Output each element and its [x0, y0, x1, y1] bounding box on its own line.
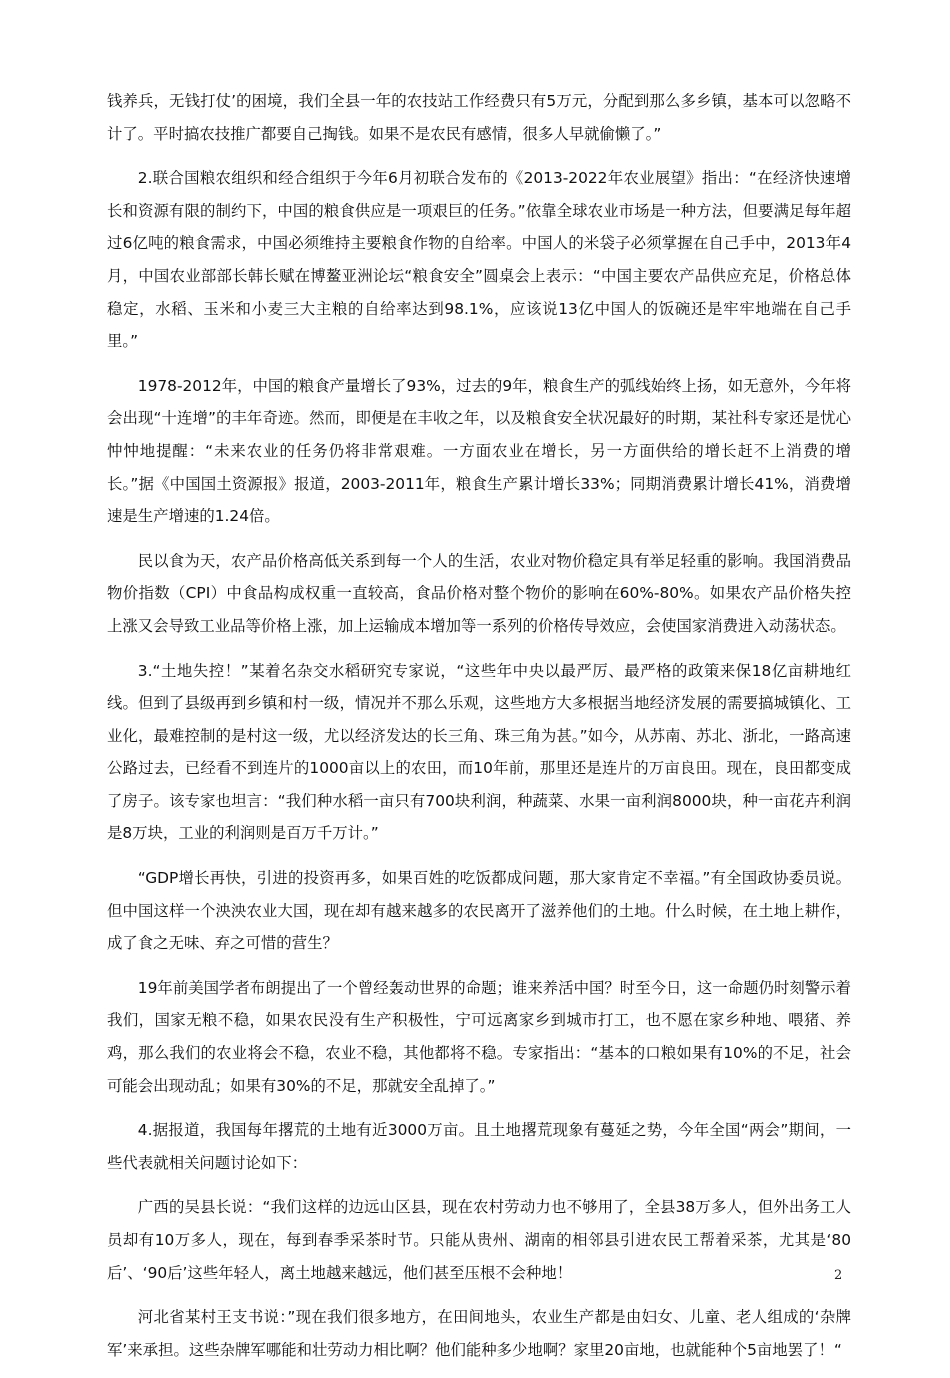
- paragraph-continuation: 钱养兵，无钱打仗’的困境，我们全县一年的农技站工作经费只有5万元，分配到那么多乡镇，基本可以忽略不计了。平时搞农技推广都要自己掏钱。如果不是农民有感情，很多人早就偷懒了。”: [107, 92, 851, 143]
- paragraph-grain-output-growth: 1978-2012年，中国的粮食产量增长了93%，过去的9年，粮食生产的弧线始终上扬，如无意外，今年将会出现“十连增”的丰年奇迹。然而，即便是在丰收之年，以及粮食安全状况最好的时期，某社科专家还是忧心忡忡地提醒：“未来农业的任务仍将非常艰难。一方面农业在增长，另一方面供给的增长赶不上消费的增长。”据《中国国土资源报》报道，2003-2011年，粮食生产累计增长33%；同期消费累计增长41%，消费增速是生产增速的1.24倍。: [107, 376, 851, 526]
- paragraph-3-land-out-of-control: 3.“土地失控！”某着名杂交水稻研究专家说，“这些年中央以最严厉、最严格的政策来保18亿亩耕地红线。但到了县级再到乡镇和村一级，情况并不那么乐观，这些地方大多根据当地经济发展的需要搞城镇化、工业化，最难控制的是村这一级，尤以经济发达的长三角、珠三角为甚。”如今，从苏南、苏北、浙北，一路高速公路过去，已经看不到连片的1000亩以上的农田，而10年前，那里还是连片的万亩良田。现在，良田都变成了房子。该专家也坦言：“我们种水稻一亩只有700块利润，种蔬菜、水果一亩利润8000块，种一亩花卉利润是8万块，工业的利润则是百万千万计。”: [107, 661, 851, 843]
- paragraph-4-abandoned-land: 4.据报道，我国每年撂荒的土地有近3000万亩。且土地撂荒现象有蔓延之势，今年全国“两会”期间，一些代表就相关问题讨论如下：: [107, 1121, 851, 1172]
- paragraph-guangxi-county-head: 广西的吴县长说：“我们这样的边远山区县，现在农村劳动力也不够用了，全县38万多人，但外出务工人员却有10万多人，现在，每到春季采茶时节。只能从贵州、湖南的相邻县引进农民工帮着采茶，尤其是‘80后’、‘90后’这些年轻人，离土地越来越远，他们甚至压根不会种地！: [107, 1198, 851, 1282]
- body-text: [107, 85, 851, 1378]
- paragraph-who-will-feed-china: 19年前美国学者布朗提出了一个曾经轰动世界的命题；谁来养活中国？时至今日，这一命题仍时刻警示着我们，国家无粮不稳，如果农民没有生产积极性，宁可远离家乡到城市打工，也不愿在家乡种地、喂猪、养鸡，那么我们的农业将会不稳，农业不稳，其他都将不稳。专家指出：“基本的口粮如果有10%的不足，社会可能会出现动乱；如果有30%的不足，那就安全乱掉了。”: [107, 978, 851, 1095]
- paragraph-food-prices-cpi: 民以食为天，农产品价格高低关系到每一个人的生活，农业对物价稳定具有举足轻重的影响。我国消费品物价指数（CPI）中食品构成权重一直较高，食品价格对整个物价的影响在60%-80%。如果农产品价格失控上涨又会导致工业品等价格上涨，加上运输成本增加等一系列的价格传导效应，会使国家消费进入动荡状态。: [107, 551, 851, 635]
- paragraph-hebei-village-secretary: 河北省某村王支书说：”现在我们很多地方，在田间地头，农业生产都是由妇女、儿童、老人组成的‘杂牌军’来承担。这些杂牌军哪能和壮劳动力相比啊？他们能种多少地啊？家里20亩地，也就能种个5亩地罢了！“: [107, 1308, 851, 1359]
- page-number: 2: [834, 1268, 843, 1283]
- paragraph-2-fao-oecd-outlook: 2.联合国粮农组织和经合组织于今年6月初联合发布的《2013-2022年农业展望》指出：“在经济快速增长和资源有限的制约下，中国的粮食供应是一项艰巨的任务。”依靠全球农业市场是一种方法，但要满足每年超过6亿吨的粮食需求，中国必须维持主要粮食作物的自给率。中国人的米袋子必须掌握在自己手中，2013年4月，中国农业部部长韩长赋在博鳌亚洲论坛“粮食安全”圆桌会上表示：“中国主要农产品供应充足，价格总体稳定，水稻、玉米和小麦三大主粮的自给率达到98.1%，应该说13亿中国人的饭碗还是牢牢地端在自己手里。”: [107, 169, 851, 351]
- paragraph-gdp-happiness: “GDP增长再快，引进的投资再多，如果百姓的吃饭都成问题，那大家肯定不幸福。”有全国政协委员说。但中国这样一个泱泱农业大国，现在却有越来越多的农民离开了滋养他们的土地。什么时候，在土地上耕作，成了食之无味、弃之可惜的营生？: [107, 869, 851, 953]
